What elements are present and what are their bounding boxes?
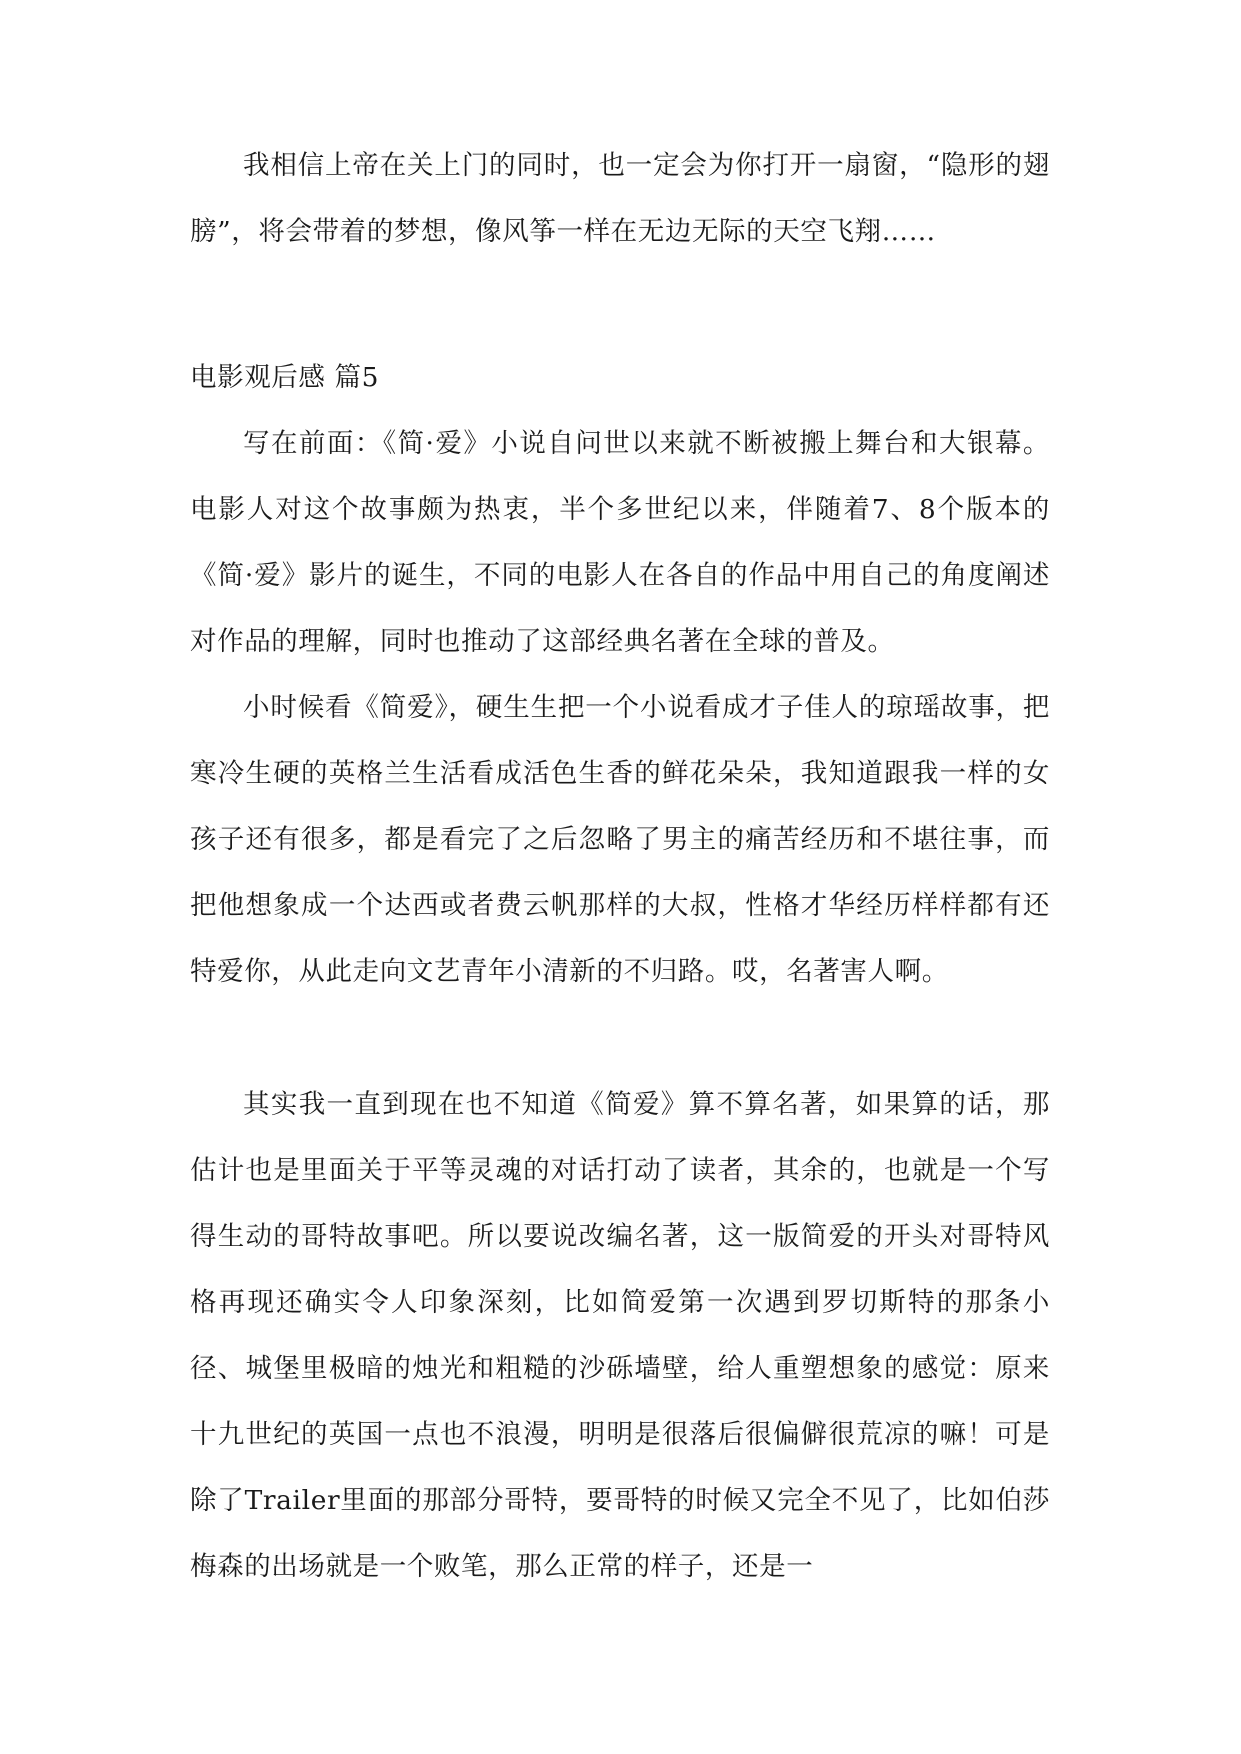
paragraph-2: 小时候看《简爱》，硬生生把一个小说看成才子佳人的琼瑶故事，把寒冷生硬的英格兰生活看成活色生香的鲜花朵朵，我知道跟我一样的女孩子还有很多，都是看完了之后忽略了男主的痛苦经历和不堪往事，而把他想象成一个达西或者费云帆那样的大叔，性格才华经历样样都有还特爱你，从此走向文艺青年小清新的不归路。哎，名著害人啊。 bbox=[190, 692, 1050, 987]
intro-paragraph: 我相信上帝在关上门的同时，也一定会为你打开一扇窗，“隐形的翅膀”，将会带着的梦想，像风筝一样在无边无际的天空飞翔…… bbox=[190, 150, 1050, 247]
paragraph-1: 写在前面：《简·爱》小说自问世以来就不断被搬上舞台和大银幕。电影人对这个故事颇为热衷，半个多世纪以来，伴随着7、8个版本的《简·爱》影片的诞生，不同的电影人在各自的作品中用自己的角度阐述对作品的理解，同时也推动了这部经典名著在全球的普及。 bbox=[190, 428, 1050, 657]
section-title: 电影观后感 篇5 bbox=[190, 362, 380, 393]
paragraph-3: 其实我一直到现在也不知道《简爱》算不算名著，如果算的话，那估计也是里面关于平等灵魂的对话打动了读者，其余的，也就是一个写得生动的哥特故事吧。所以要说改编名著，这一版简爱的开头对哥特风格再现还确实令人印象深刻，比如简爱第一次遇到罗切斯特的那条小径、城堡里极暗的烛光和粗糙的沙砾墙壁，给人重塑想象的感觉：原来十九世纪的英国一点也不浪漫，明明是很落后很偏僻很荒凉的嘛！可是除了Trailer里面的那部分哥特，要哥特的时候又完全不见了，比如伯莎梅森的出场就是一个败笔，那么正常的样子，还是一 bbox=[190, 1089, 1050, 1582]
